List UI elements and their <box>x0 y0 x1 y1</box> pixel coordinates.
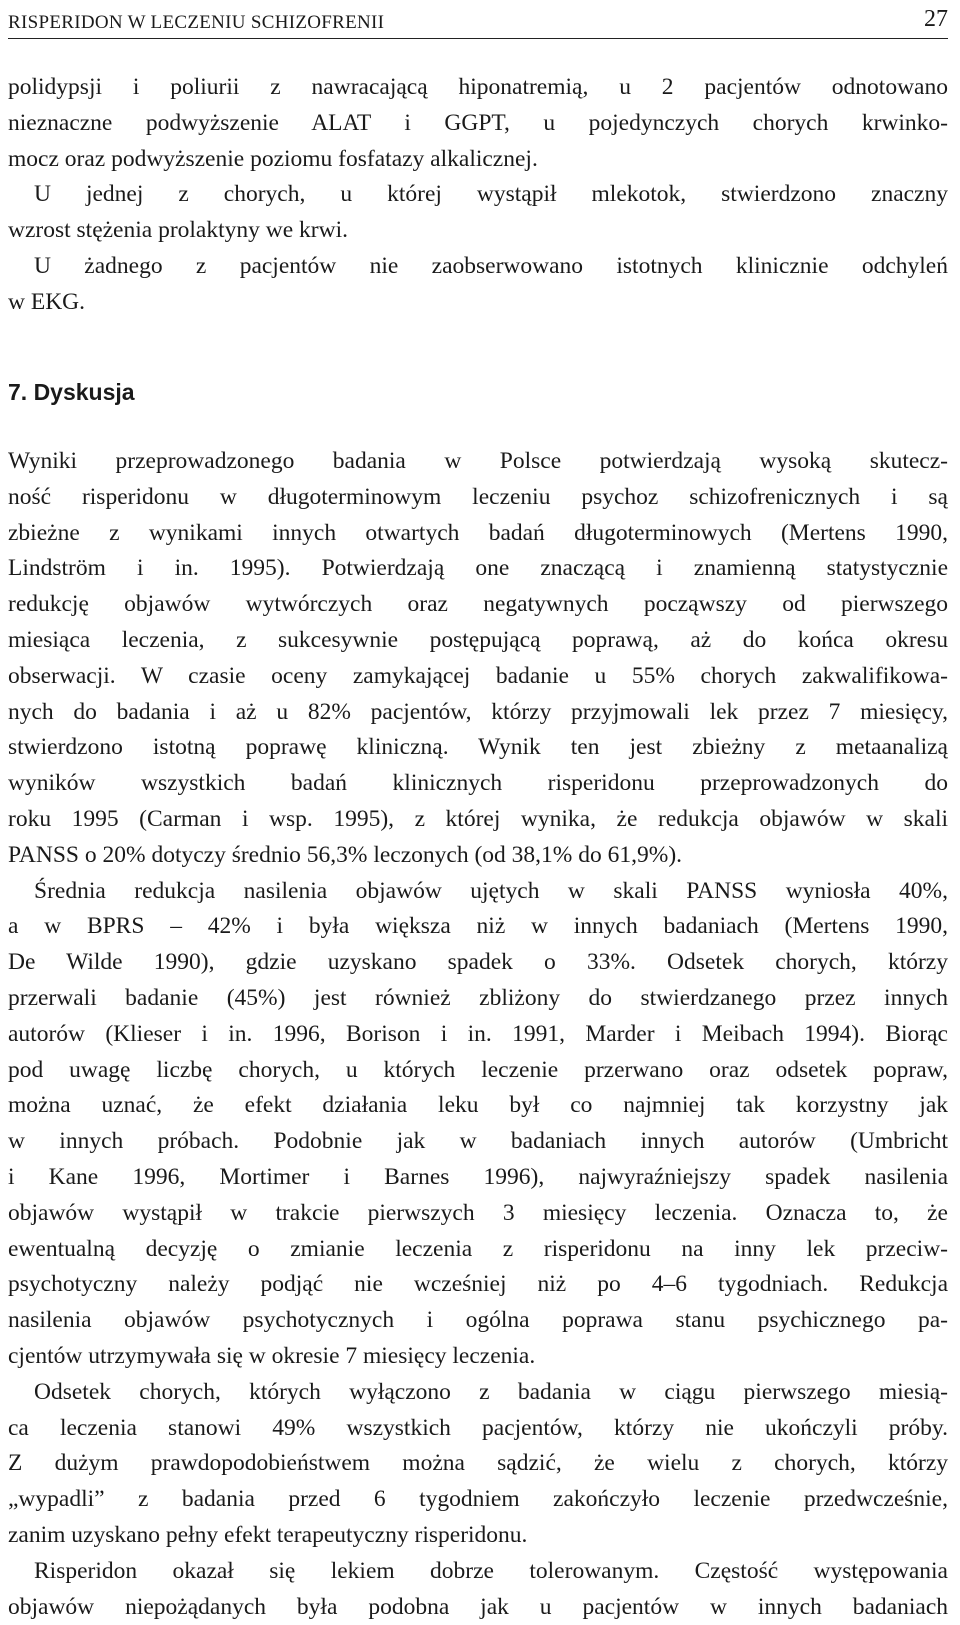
text-line: można uznać, że efekt działania leku był co najmniej tak korzystny jak <box>8 1088 948 1124</box>
text-line: nieznaczne podwyższenie ALAT i GGPT, u pojedynczych chorych krwinko- <box>8 106 948 142</box>
text-line: objawów wystąpił w trakcie pierwszych 3 miesięcy leczenia. Oznacza to, że <box>8 1196 948 1232</box>
text-line: Odsetek chorych, których wyłączono z badania w ciągu pierwszego miesią- <box>8 1375 948 1411</box>
page-number: 27 <box>924 6 948 33</box>
document-page <box>8 0 948 1583</box>
text-line: zbieżne z wynikami innych otwartych badań długoterminowych (Mertens 1990, <box>8 516 948 552</box>
text-line: Z dużym prawdopodobieństwem można sądzić, że wielu z chorych, którzy <box>8 1446 948 1482</box>
text-line: ewentualną decyzję o zmianie leczenia z risperidonu na inny lek przeciw- <box>8 1232 948 1268</box>
text-line: autorów (Klieser i in. 1996, Borison i in. 1991, Marder i Meibach 1994). Biorąc <box>8 1017 948 1053</box>
text-line: i Kane 1996, Mortimer i Barnes 1996), najwyraźniejszy spadek nasilenia <box>8 1160 948 1196</box>
text-line: polidypsji i poliurii z nawracającą hiponatremią, u 2 pacjentów odnotowano <box>8 70 948 106</box>
text-line: objawów niepożądanych była podobna jak u pacjentów w innych badaniach <box>8 1590 948 1625</box>
text-line: roku 1995 (Carman i wsp. 1995), z której wynika, że redukcja objawów w skali <box>8 802 948 838</box>
text-line: PANSS o 20% dotyczy średnio 56,3% leczonych (od 38,1% do 61,9%). <box>8 838 948 874</box>
text-line: redukcję objawów wytwórczych oraz negatywnych począwszy od pierwszego <box>8 587 948 623</box>
text-line: psychotyczny należy podjąć nie wcześniej niż po 4–6 tygodniach. Redukcja <box>8 1267 948 1303</box>
text-line: w EKG. <box>8 285 948 321</box>
text-line: stwierdzono istotną poprawę kliniczną. Wynik ten jest zbieżny z metaanalizą <box>8 730 948 766</box>
intro-paragraph <box>8 70 948 321</box>
text-line: mocz oraz podwyższenie poziomu fosfatazy alkalicznej. <box>8 142 948 178</box>
text-line: nych do badania i aż u 82% pacjentów, którzy przyjmowali lek przez 7 miesięcy, <box>8 695 948 731</box>
text-line: pod uwagę liczbę chorych, u których leczenie przerwano oraz odsetek popraw, <box>8 1053 948 1089</box>
running-title: RISPERIDON W LECZENIU SCHIZOFRENII <box>8 12 384 34</box>
text-line: wyników wszystkich badań klinicznych risperidonu przeprowadzonych do <box>8 766 948 802</box>
text-line: wzrost stężenia prolaktyny we krwi. <box>8 213 948 249</box>
text-line: przerwali badanie (45%) jest również zbliżony do stwierdzanego przez innych <box>8 981 948 1017</box>
text-line: Lindström i in. 1995). Potwierdzają one znaczącą i znamienną statystycznie <box>8 551 948 587</box>
text-line: Risperidon okazał się lekiem dobrze tolerowanym. Częstość występowania <box>8 1554 948 1590</box>
text-line: ca leczenia stanowi 49% wszystkich pacjentów, którzy nie ukończyli próby. <box>8 1411 948 1447</box>
text-line: De Wilde 1990), gdzie uzyskano spadek o 33%. Odsetek chorych, którzy <box>8 945 948 981</box>
text-line: Wyniki przeprowadzonego badania w Polsce potwierdzają wysoką skutecz- <box>8 444 948 480</box>
text-line: ność risperidonu w długoterminowym leczeniu psychoz schizofrenicznych i są <box>8 480 948 516</box>
text-line: cjentów utrzymywała się w okresie 7 miesięcy leczenia. <box>8 1339 948 1375</box>
text-line: a w BPRS – 42% i była większa niż w innych badaniach (Mertens 1990, <box>8 909 948 945</box>
text-line: zanim uzyskano pełny efekt terapeutyczny risperidonu. <box>8 1518 948 1554</box>
text-line: U żadnego z pacjentów nie zaobserwowano istotnych klinicznie odchyleń <box>8 249 948 285</box>
text-line: nasilenia objawów psychotycznych i ogólna poprawa stanu psychicznego pa- <box>8 1303 948 1339</box>
section-heading: 7. Dyskusja <box>8 379 135 406</box>
discussion-body <box>8 444 948 1625</box>
text-line: miesiąca leczenia, z sukcesywnie postępującą poprawą, aż do końca okresu <box>8 623 948 659</box>
text-line: obserwacji. W czasie oceny zamykającej badanie u 55% chorych zakwalifikowa- <box>8 659 948 695</box>
text-line: Średnia redukcja nasilenia objawów ujętych w skali PANSS wyniosła 40%, <box>8 874 948 910</box>
text-line: „wypadli” z badania przed 6 tygodniem zakończyło leczenie przedwcześnie, <box>8 1482 948 1518</box>
text-line: U jednej z chorych, u której wystąpił mlekotok, stwierdzono znaczny <box>8 177 948 213</box>
running-header <box>8 4 948 39</box>
text-line: w innych próbach. Podobnie jak w badaniach innych autorów (Umbricht <box>8 1124 948 1160</box>
